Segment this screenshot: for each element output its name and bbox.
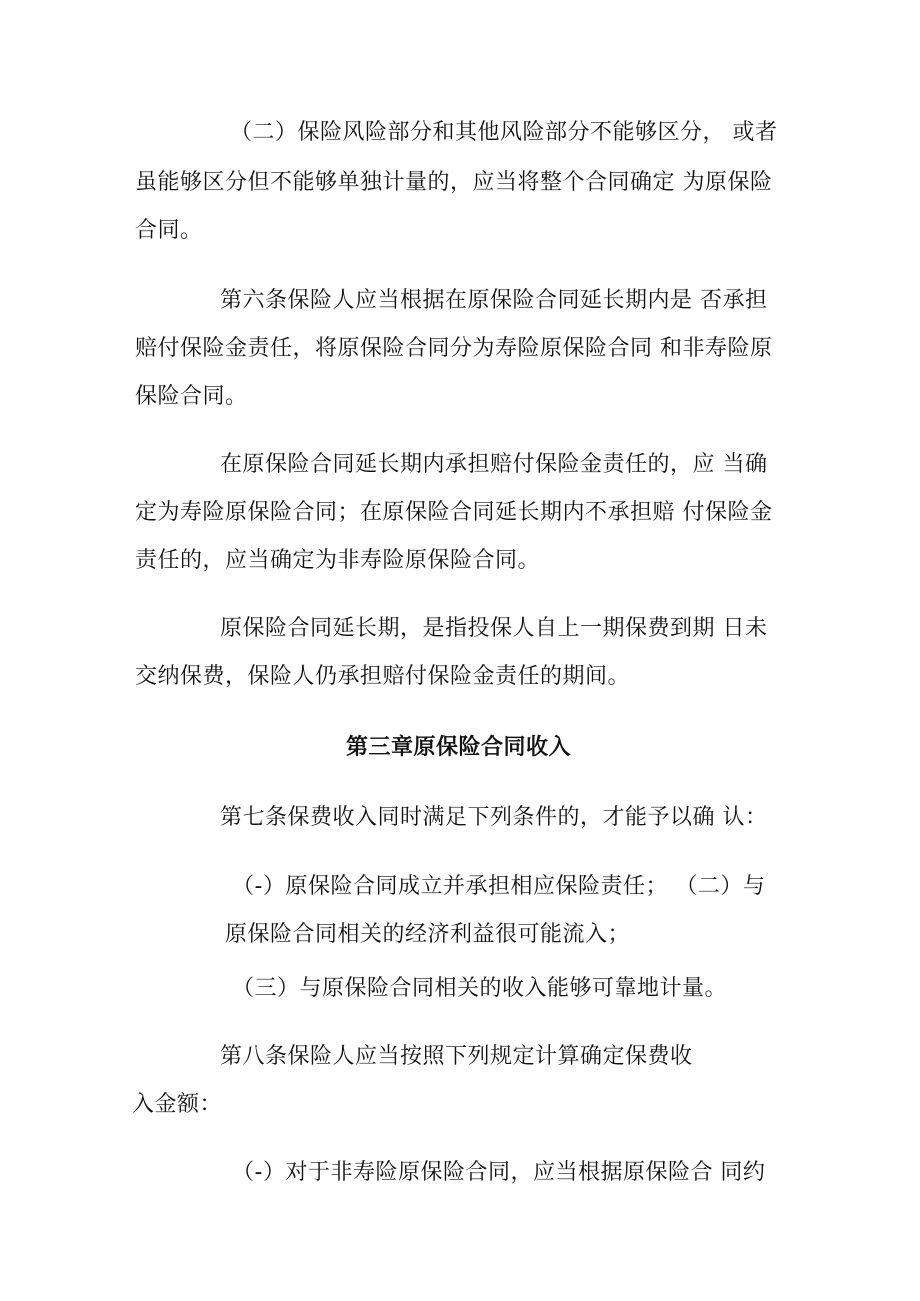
paragraph-line: 在原保险合同延长期内承担赔付保险金责任的，应 当确 xyxy=(220,452,768,477)
paragraph-line: 交纳保费，保险人仍承担赔付保险金责任的期间。 xyxy=(135,664,631,689)
paragraph-line: 虽能够区分但不能够单独计量的，应当将整个合同确定 为原保险 xyxy=(135,170,773,195)
paragraph-line: （三）与原保险合同相关的收入能够可靠地计量。 xyxy=(232,976,728,1001)
paragraph-line: 原保险合同相关的经济利益很可能流入； xyxy=(225,922,631,947)
paragraph-line: （-）原保险合同成立并承担相应保险责任； （二）与 xyxy=(232,874,766,899)
chapter-heading: 第三章原保险合同收入 xyxy=(346,735,572,760)
paragraph-line: 定为寿险原保险合同；在原保险合同延长期内不承担赔 付保险金 xyxy=(135,500,773,525)
paragraph-line: 合同。 xyxy=(135,218,203,243)
paragraph-line: 保险合同。 xyxy=(135,384,248,409)
paragraph-line: （二）保险风险部分和其他风险部分不能够区分， 或者 xyxy=(230,120,778,145)
paragraph-line: 入金额： xyxy=(132,1092,223,1117)
paragraph-line: 第七条保费收入同时满足下列条件的，才能予以确 认： xyxy=(220,805,768,830)
paragraph-line: 原保险合同延长期，是指投保人自上一期保费到期 日未 xyxy=(220,616,768,641)
paragraph-line: 责任的，应当确定为非寿险原保险合同。 xyxy=(135,548,541,573)
paragraph-line: 第八条保险人应当按照下列规定计算确定保费收 xyxy=(220,1044,693,1069)
paragraph-line: （-）对于非寿险原保险合同，应当根据原保险合 同约 xyxy=(232,1160,766,1185)
paragraph-line: 第六条保险人应当根据在原保险合同延长期内是 否承担 xyxy=(220,288,768,313)
paragraph-line: 赔付保险金责任，将原保险合同分为寿险原保险合同 和非寿险原 xyxy=(135,336,773,361)
